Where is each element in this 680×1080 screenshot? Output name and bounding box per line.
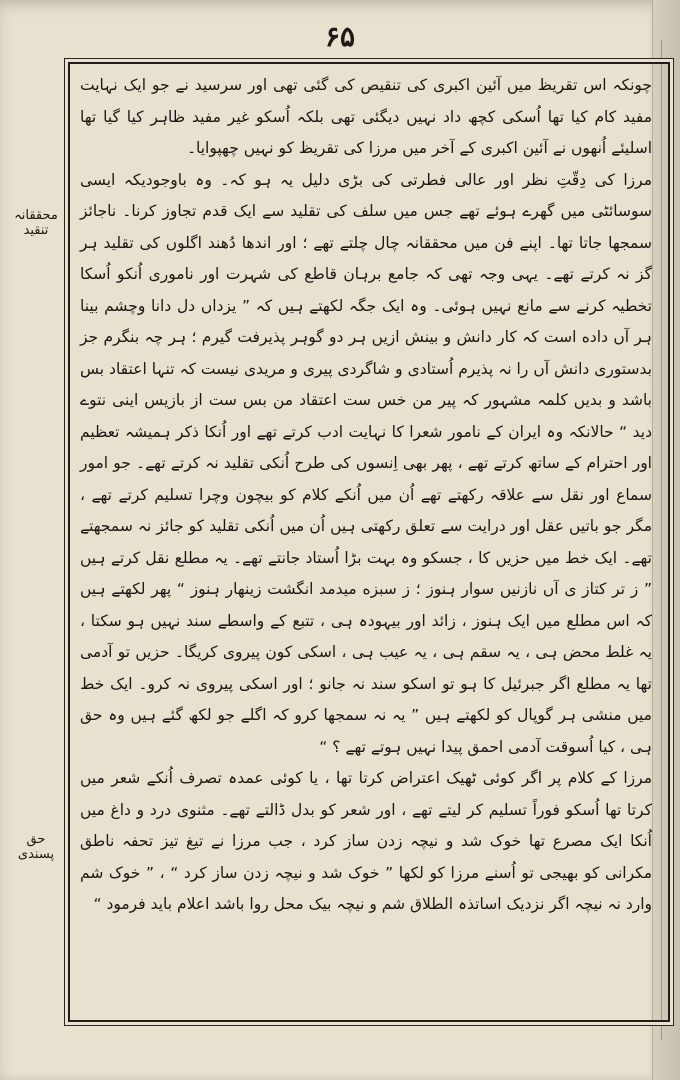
paragraph-3: مرزا کے کلام پر اگر کوئی ٹھیک اعتراض کرتا تھا ، یا کوئی عمدہ تصرف اُنکے شعر میں کرتا تھا اُسکو فوراً تسلیم کر لیتے تھے ، اور شعر کو بدل ڈالتے تھے۔ مثنوی درد و داغ میں اُنکا ایک مصرع تھا خوک شد و نیچہ زدن ساز کرد ، جب مرزا نے تیغ تیز تحفہ ناطق مکرانی کو بھیجی تو اُسنے مرزا کو لکھا ” خوک شد و نیچہ زدن ساز کرد “ ، ” خوک شم وارد نہ نیچہ اگر نزدیک اساتذہ الطلاق شم و نیچہ بیک محل روا باشد اعلام باید فرمود “	[80, 769, 652, 913]
page-number: ۶۵	[324, 20, 356, 53]
paragraph-2: مرزا کی دِقّتِ نظر اور عالی فطرتی کی بڑی دلیل یہ ہو کہ۔ وہ باوجودیکہ ایسی سوسائٹی میں گھرے ہوئے تھے جس میں سلف کی تقلید سے ایک قدم تجاوز کرنا۔ ناجائز سمجھا جاتا تھا۔ اپنے فن میں محققانہ چال چلتے تھے ؛ اور اندھا دُھند اگلوں کی تقلید ہر گز نہ کرتے تھے۔ یہی وجہ تھی کہ جامع برہان قاطع کی شہرت اور ناموری اُنکو اُسکا تخطیہ کرنے سے مانع نہیں ہوئی۔ وہ ایک جگہ لکھتے ہیں کہ ” یزداں دل دانا وچشم بینا ہر آں داده است کہ کار دانش و بینش ازیں ہر دو گوہر پذیرفت گیرم ؛ ہر چہ بنگرم جز بدستوری دانش آں را نہ پذیرم اُستادی و شاگردی پیری و مریدی نیست کہ تنہا اعتقاد بس باشد و بدیں کلمہ مشہور کہ پیر من خس ست اعتقاد من بس ست از بازیس اینی نتوے دید “ حالانکہ وہ ایران کے نامور شعرا کا نہایت ادب کرتے تھے اور اُنکا ذکر ہمیشہ تعظیم اور احترام کے ساتھ کرتے تھے ، پھر بھی اِنسوں کی طرح اُنکی تقلید نہ کرتے تھے۔ جو امور سماع اور نقل سے علاقہ رکھتے تھے اُن میں اُنکے کلام کو بیچون وچرا تسلیم کرتے تھے ، مگر جو باتیں عقل اور درایت سے تعلق رکھتی ہیں اُن میں اُنکی تقلید کو جائز نہ سمجھتے تھے۔ ایک خط میں حزیں کا ، جسکو وہ بہت بڑا اُستاد جانتے تھے۔ یہ مطلع نقل کرتے ہیں ” ز تر کتاز ی آں نازنیں سوار ہنوز ؛ ز سبزه میدمد انگشت زینهار ہنوز “ پھر لکھتے ہیں کہ اس مطلع میں ایک ہنوز ، زائد اور بیہودہ ہی ، تتبع کے واسطے سند نہیں ہو سکتا ، یہ غلط محض ہی ، یہ سقم ہی ، یہ عیب ہی ، اسکی کون پیروی کریگا۔ حزیں تو آدمی تھا یہ مطلع اگر جبرئیل کا ہو تو اسکو سند نہ جانو ؛ اور اسکی پیروی نہ کرو۔ ایک خط میں منشی ہر گوپال کو لکھتے ہیں ” یہ نہ سمجھا کرو کہ اگلے جو لکھ گئے ہیں وہ حق ہی ، کیا اُسوقت آدمی احمق پیدا نہیں ہوتے تھے ؟ “	[80, 170, 652, 756]
margin-note-truth-seeking: حق پسندی	[17, 832, 55, 862]
margin-note-critical-inquiry: محققانہ تنقید	[14, 208, 58, 238]
paragraph-1: چونکہ اس تقریظ میں آئین اکبری کی تنقیص کی گئی تھی اور سرسید نے جو ایک نہایت مفید کام کیا تھا اُسکی کچھ داد نہیں دیگئی تھی بلکہ اُسکو غیر مفید ظاہر کیا گیا تھا اسلیئے اُنھوں نے آئین اکبری کے آخر میں مرزا کی تقریظ کو نہیں چھپوایا۔	[80, 76, 652, 157]
body-text	[80, 70, 652, 921]
